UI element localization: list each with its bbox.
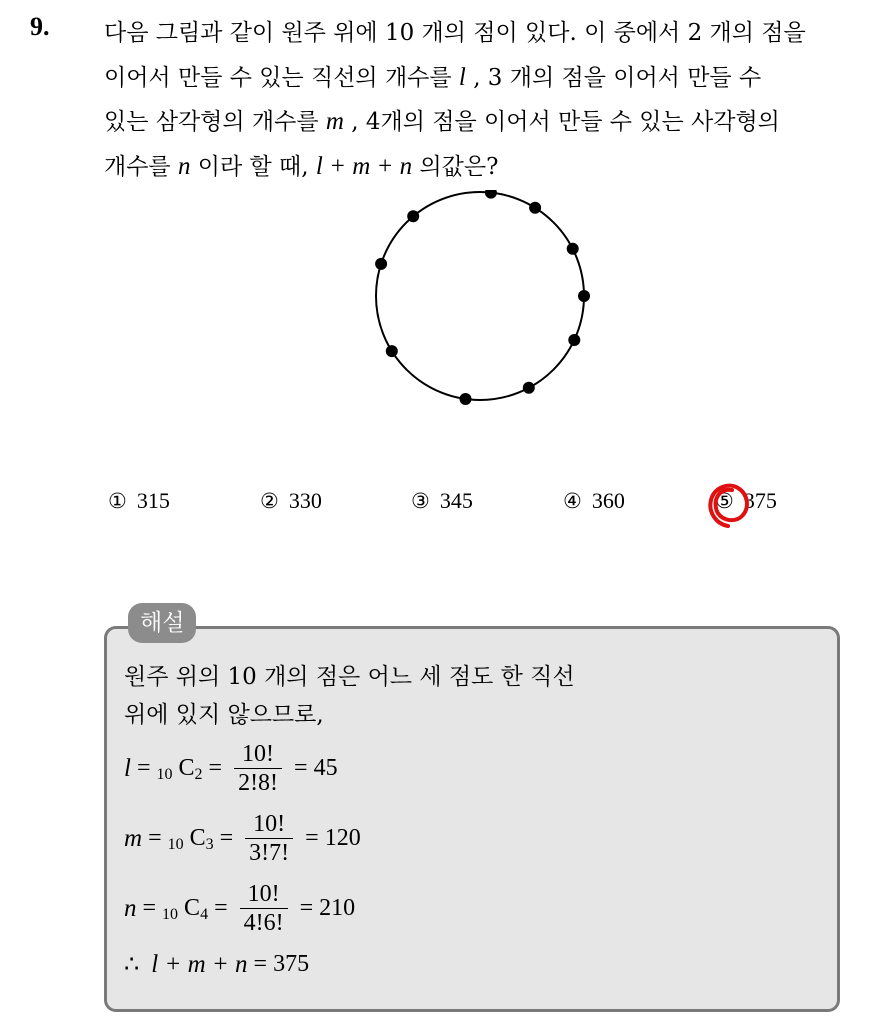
equation-l: l = 10 C 2 = $\frac{10!}{2!8!}$ = 45 <box>124 741 338 796</box>
circle-point <box>407 210 419 222</box>
circle-point <box>386 345 398 357</box>
solution-text <box>124 658 575 734</box>
solution-line-1: 원주 위의 10 개의 점은 어느 세 점도 한 직선 <box>124 664 575 690</box>
solution-line-2: 위에 있지 않으므로, <box>124 702 324 728</box>
circle <box>376 192 584 400</box>
var-l: l <box>458 63 466 91</box>
circle-figure <box>370 190 594 414</box>
question-text <box>104 12 864 189</box>
var-n: n <box>177 152 191 180</box>
circle-point <box>523 382 535 394</box>
choice-5[interactable]: ⑤ 375 <box>715 488 777 513</box>
fraction-m: $\frac{10!}{3!7!}$ <box>245 810 293 867</box>
solution-tag: 해설 <box>128 603 196 643</box>
circle-point <box>375 258 387 270</box>
equation-final: ∴ l + m + n = 375 <box>124 950 310 978</box>
answer-check-mark <box>706 478 756 530</box>
equation-n: n = 10 C 4 = $\frac{10!}{4!6!}$ = 210 <box>124 881 356 936</box>
choice-2[interactable]: ② 330 <box>260 488 322 513</box>
circle-point <box>568 334 580 346</box>
question-line-2: 이어서 만들 수 있는 직선의 개수를 l , 3 개의 점을 이어서 만들 수 <box>104 63 762 91</box>
circle-point <box>578 290 590 302</box>
question-line-3: 있는 삼각형의 개수를 m , 4개의 점을 이어서 만들 수 있는 사각형의 <box>104 108 780 135</box>
choice-4[interactable]: ④ 360 <box>563 488 625 513</box>
choice-1[interactable]: ① 315 <box>108 488 170 513</box>
expr-lmn: l + m + n <box>315 152 413 180</box>
fraction-n: $\frac{10!}{4!6!}$ <box>240 880 288 937</box>
choice-3[interactable]: ③ 345 <box>411 488 473 513</box>
equation-m: m = 10 C 3 = $\frac{10!}{3!7!}$ = 120 <box>124 811 361 866</box>
circle-point <box>567 243 579 255</box>
question-line-1: 다음 그림과 같이 원주 위에 10 개의 점이 있다. 이 중에서 2 개의 점을 <box>104 20 806 46</box>
question-number: 9. <box>30 12 50 41</box>
fraction-l: $\frac{10!}{2!8!}$ <box>234 740 282 797</box>
circle-point <box>529 202 541 214</box>
question-line-4: 개수를 n 이라 할 때, l + m + n 의값은? <box>104 152 499 180</box>
circle-point <box>485 190 497 199</box>
var-m: m <box>325 108 344 135</box>
circle-point <box>460 393 472 405</box>
